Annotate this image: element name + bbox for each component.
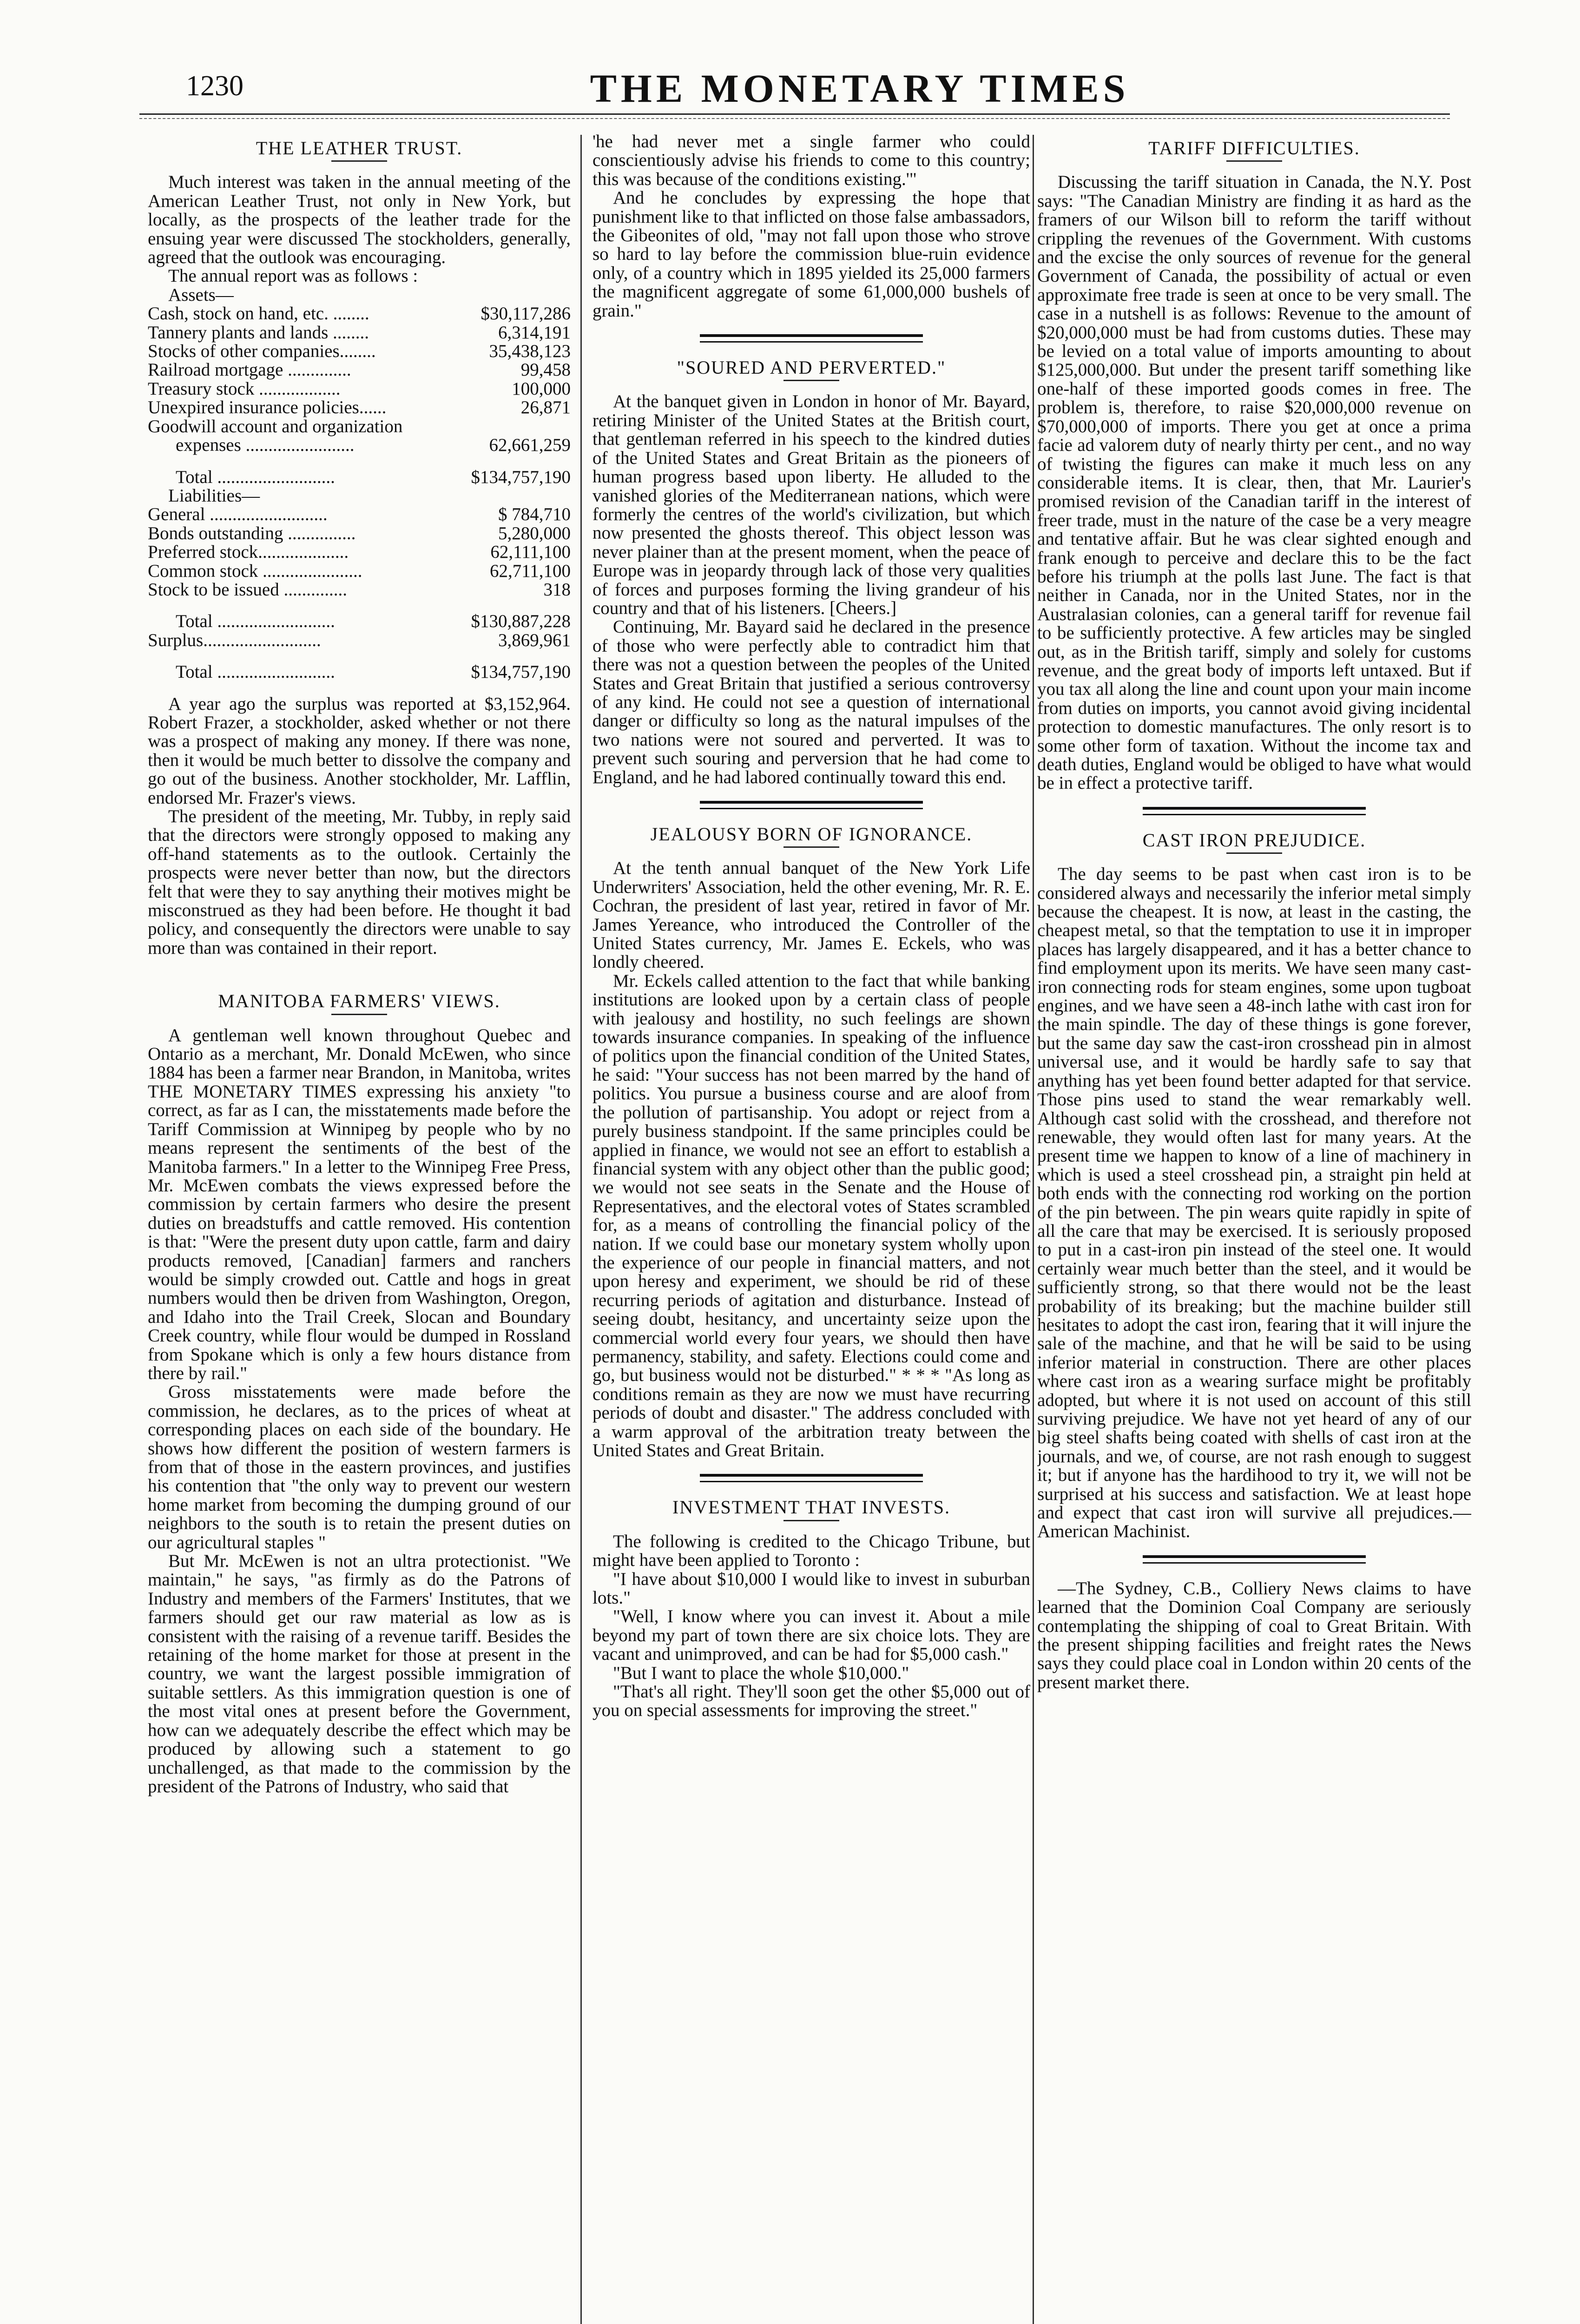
masthead: THE MONETARY TIMES [590, 66, 1130, 111]
table-row: Stocks of other companies........ 35,438,123 [148, 341, 571, 362]
paragraph: At the banquet given in London in honor of Mr. Bayard, retiring Minister of the United States at the British court, that gentleman referred in his speech to the kindred duties of the United States and Great Britain as the pioneers of human progress based upon liberty. He alluded to the vanished glories of the Mediterranean nations, which were formerly the centres of the world's civilization, but which now presented the ghosts thereof. This object lesson was never plainer than at the present moment, when the peace of Europe was in jeopardy through lack of those very qualities of forces and purposes forming the living grandeur of his country and that of his listeners. [Cheers.] [592, 391, 1030, 618]
paragraph: "I have about $10,000 I would like to invest in suburban lots." [592, 1569, 1030, 1608]
article-title-tariff: TARIFF DIFFICULTIES. [1148, 138, 1360, 158]
table-row: Cash, stock on hand, etc. ........ $30,117,286 [148, 304, 571, 324]
title-rule [1226, 852, 1282, 854]
article-title-jealousy: JEALOUSY BORN OF IGNORANCE. [650, 824, 973, 845]
title-rule [783, 846, 839, 848]
section-separator [700, 1474, 923, 1482]
article-title-leather-trust: THE LEATHER TRUST. [256, 138, 463, 158]
article-title-manitoba: MANITOBA FARMERS' VIEWS. [218, 990, 500, 1012]
paragraph: —The Sydney, C.B., Colliery News claims to have learned that the Dominion Coal Company are seriously contemplating the shipping of coal to Great Britain. With the present shipping facilities and freight rates the News says they could place coal in London within 20 cents of the present market there. [1037, 1578, 1471, 1692]
total-row: Total .......................... $134,757,190 [176, 467, 571, 487]
table-row: Tannery plants and lands ........ 6,314,191 [148, 322, 571, 343]
paragraph: Gross misstatements were made before the commission, he declares, as to the prices of wheat at corresponding places on each side of the boundary. He shows how different the position of western farmers is from that of those in the eastern provinces, and justifies his contention that "the only way to prevent our western home market from becoming the dumping ground of our neighbors to the south is to retain the present duties on our agricultural staples " [148, 1382, 571, 1552]
paragraph: The following is credited to the Chicago Tribune, but might have been applied to Toronto : [592, 1531, 1030, 1571]
total-row: Total .......................... $134,757,190 [176, 662, 571, 682]
article-title-soured: "SOURED AND PERVERTED." [677, 357, 946, 378]
section-separator [700, 801, 923, 809]
paragraph: "Well, I know where you can invest it. About a mile beyond my part of town there are six choice lots. They are vacant and unimproved, and can be had for $5,000 cash." [592, 1606, 1030, 1664]
section-separator [1143, 807, 1366, 815]
table-row: Unexpired insurance policies...... 26,871 [148, 397, 571, 418]
article-title-cast-iron: CAST IRON PREJUDICE. [1142, 829, 1366, 851]
paragraph: The day seems to be past when cast iron is to be considered always and necessarily the inferior metal simply because the cheapest. It is now, at least in the casting, the cheapest metal, so that the temptation to use it in improper places has largely disappeared, and it has a better chance to find employment upon its merits. We have seen many cast-iron connecting rods for steam engines, some upon tugboat engines, and we have seen a 48-inch lathe with cast iron for the main spindle. The day of these things is gone forever, but the same day saw the cast-iron crosshead pin in almost universal use, and it would be hardly safe to say that anything has yet been found better adapted for that service. Those pins used to stand the wear remarkably well. Although cast solid with the crosshead, and therefore not renewable, they would often last for many years. At the present time we happen to know of a line of machinery in which is used a steel crosshead pin, a straight pin held at both ends with the connecting rod working on the portion of the pin between. The pin wears quite rapidly in spite of all the care that may be exercised. It is seriously proposed to put in a cast-iron pin instead of the steel one. It would certainly wear much better than the steel, and it would be sufficiently strong, so that there would not be the least probability of its breaking; but the machine builder still hesitates to adopt the cast iron, fearing that it will injure the sale of the machine, and that he will be said to be using inferior material in construction. There are other places where cast iron as a wearing surface might be profitably adopted, but where it is not used on account of this still surviving prejudice. We have not yet heard of any of our big steel shafts being coated with shells of cast iron at the journals, and we, of course, are not rash enough to suggest it; but if anyone has the hardihood to try it, we will not be surprised at his success and satisfaction. We at least hope and expect that cast iron will survive all prejudices.—American Machinist. [1037, 864, 1471, 1542]
title-rule [783, 1520, 839, 1521]
paragraph: "That's all right. They'll soon get the other $5,000 out of you on special assessments for improving the street." [592, 1682, 1030, 1721]
table-row: Common stock ...................... 62,711,100 [148, 561, 571, 581]
paragraph: But Mr. McEwen is not an ultra protectionist. "We maintain," he says, "as firmly as do the Patrons of Industry and members of the Farmers' Institutes, that we farmers should get our raw material as low as is consistent with the raising of a revenue tariff. Besides the retaining of the home market for those at present in the country, we want the largest possible immigration of suitable settlers. As this immigration question is one of the most vital ones at present before the Government, how can we adequately describe the effect which may be produced by allowing such a statement to go unchallenged, as that made to the commission by the president of the Patrons of Industry, who said that [148, 1551, 571, 1796]
total-row: Total .......................... $130,887,228 [176, 611, 571, 632]
column-divider [580, 135, 582, 2324]
paragraph: A gentleman well known throughout Quebec and Ontario as a merchant, Mr. Donald McEwen, who since 1884 has been a farmer near Brandon, in Manitoba, writes THE MONETARY TIMES expressing his anxiety "to correct, as far as I can, the misstatements made before the Tariff Commission at Winnipeg by people who by no means represent the sentiments of the best of the Manitoba farmers." In a letter to the Winnipeg Free Press, Mr. McEwen combats the views expressed before the commission by certain farmers who desire the present duties on breadstuffs and cattle removed. His contention is that: "Were the present duty upon cattle, farm and dairy products removed, [Canadian] farmers and ranchers would be simply crowded out. Cattle and hogs in great numbers would then be driven from Washington, Oregon, and Idaho into the Trail Creek, Slocan and Boundary Creek country, while flour would be dumped in Rossland from Spokane which is only a few hours distance from there by rail." [148, 1025, 571, 1383]
column-divider [1033, 135, 1034, 2324]
article-title-investment: INVESTMENT THAT INVESTS. [672, 1497, 951, 1518]
paragraph: Discussing the tariff situation in Canada, the N.Y. Post says: "The Canadian Ministry are finding it as hard as the framers of our Wilson bill to reform the tariff without crippling the revenues of the Government. With customs and the excise the only sources of revenue for the general Government of Canada, the possibility of actual or even approximate free trade is seen at once to be very small. The case in a nutshell is as follows: Revenue to the amount of $20,000,000 must be had from customs duties. These may be levied on a total value of imports amounting to about $125,000,000. But under the present tariff something like one-half of these imported goods comes in free. The problem is, therefore, to raise $20,000,000 revenue on $70,000,000 of imports. There you get at once a prima facie ad valorem duty of nearly thirty per cent., and no way of twisting the figures can make it much less on any considerable items. It is clear, then, that Mr. Laurier's promised revision of the Canadian tariff in the interest of freer trade, must in the nature of the case be a very meagre and tentative affair. But he was clear sighted enough and frank enough to perceive and declare this to be the fact before his triumph at the polls last June. The fact is that neither in Canada, nor in the United States, nor in the Australasian colonies, can a general tariff for revenue fail to be sufficiently protective. A few articles may be singled out, as in the British tariff, simply and solely for customs revenue, and the great body of imports left untaxed. But if you tax all along the line and count upon your main income from duties on imports, you cannot avoid giving incidental protection to domestic manufactures. The only resort is to some other form of taxation. Without the income tax and death duties, England would be obliged to have what would be in effect a protective tariff. [1037, 172, 1471, 793]
column-right [1037, 132, 1471, 2324]
liabilities-table [148, 505, 571, 599]
assets-table [148, 304, 571, 455]
table-row: Treasury stock .................. 100,000 [148, 378, 571, 399]
table-row: Bonds outstanding ............... 5,280,000 [148, 523, 571, 543]
title-rule [783, 380, 839, 381]
paragraph: And he concludes by expressing the hope that punishment like to that inflicted on those false ambassadors, the Gibeonites of old, "may not fall upon those who strove so hard to lay before the commission blue-ruin evidence only, of a country which in 1895 yielded its 25,000 farmers the magnificent aggregate of some 61,000,000 bushels of grain." [592, 188, 1030, 321]
liabilities-label: Liabilities— [168, 485, 260, 506]
paragraph: "But I want to place the whole $10,000." [613, 1663, 909, 1683]
header-rule [139, 113, 1450, 115]
header-rule-dashed [139, 118, 1450, 119]
page-header [0, 0, 1580, 112]
section-separator [700, 334, 923, 343]
table-row: Preferred stock.................... 62,111,100 [148, 542, 571, 562]
column-middle [592, 132, 1030, 2324]
section-separator [1143, 1555, 1366, 1564]
table-row: Railroad mortgage .............. 99,458 [148, 360, 571, 380]
surplus-row: Surplus.......................... 3,869,961 [148, 630, 571, 650]
title-rule [331, 1014, 387, 1015]
table-row: Goodwill account and organization [148, 416, 403, 436]
page-number: 1230 [186, 70, 244, 102]
paragraph: Mr. Eckels called attention to the fact that while banking institutions are looked upon by a certain class of people with jealousy and hostility, no such feelings are shown towards insurance companies. In speaking of the influence of politics upon the financial condition of the United States, he said: "Your success has not been marred by the hand of politics. You pursue a business course and are aloof from the pollution of partisanship. You adopt or reject from a purely business standpoint. If the same principles could be applied in finance, we would not see an effort to establish a financial system with any object other than the public good; we would not see seats in the Senate and the House of Representatives, and the electoral votes of States scrambled for, as a means of controlling the financial policy of the nation. If we could base our monetary system wholly upon the experience of our people in financial matters, and not upon heresy and experiment, we should be rid of these recurring periods of agitation and disturbance. Instead of seeing doubt, hesitancy, and uncertainty seize upon the commercial world every four years, we should then have permanency, stability, and safety. Elections could come and go, but business would not be disturbed." * * * "As long as conditions remain as they are now we must have recurring periods of doubt and disaster." The address concluded with a warm approval of the arbitration treaty between the United States and Great Britain. [592, 971, 1030, 1460]
table-row: expenses ........................ 62,661,259 [176, 435, 571, 456]
title-rule [1226, 160, 1282, 162]
paragraph: The president of the meeting, Mr. Tubby, in reply said that the directors were strongly opposed to making any off-hand statements as to the outlook. Certainly the prospects were never better than now, but the directors felt that were they to say anything their motives might be misconstrued as they had been before. He thought it bad policy, and consequently the directors were unable to say more than was contained in their report. [148, 806, 571, 958]
paragraph: A year ago the surplus was reported at $3,152,964. Robert Frazer, a stockholder, asked whether or not there was a prospect of making any money. If there was none, then it would be much better to dissolve the company and go out of the business. Another stockholder, Mr. Lafflin, endorsed Mr. Frazer's views. [148, 693, 571, 808]
paragraph: The annual report was as follows : [168, 266, 418, 286]
paragraph: 'he had never met a single farmer who could conscientiously advise his friends to come to this country; this was because of the conditions existing.'" [592, 132, 1030, 189]
title-rule [331, 160, 387, 162]
table-row: Stock to be issued .............. 318 [148, 579, 571, 600]
column-left [148, 132, 571, 2324]
table-row: General .......................... $ 784,710 [148, 504, 571, 525]
paragraph: At the tenth annual banquet of the New York Life Underwriters' Association, held the other evening, Mr. R. E. Cochran, the president of last year, retired in favor of Mr. James Yereance, who introduced the Controller of the United States currency, Mr. James E. Eckels, who was londly cheered. [592, 858, 1030, 972]
paragraph: Continuing, Mr. Bayard said he declared in the presence of those who were perfectly able to contradict him that there was not a question between the peoples of the United States and Great Britain that justified a serious controversy of any kind. He could not see a question of international danger or difficulty so long as the natural impulses of the two nations were not soured and perverted. It was to prevent such souring and perversion that he had come to England, and he had labored continually toward this end. [592, 617, 1030, 787]
assets-label: Assets— [168, 284, 234, 305]
paragraph: Much interest was taken in the annual meeting of the American Leather Trust, not only in New York, but locally, as the prospects of the leather trade for the ensuing year were discussed The stockholders, generally, agreed that the outlook was encouraging. [148, 172, 571, 268]
